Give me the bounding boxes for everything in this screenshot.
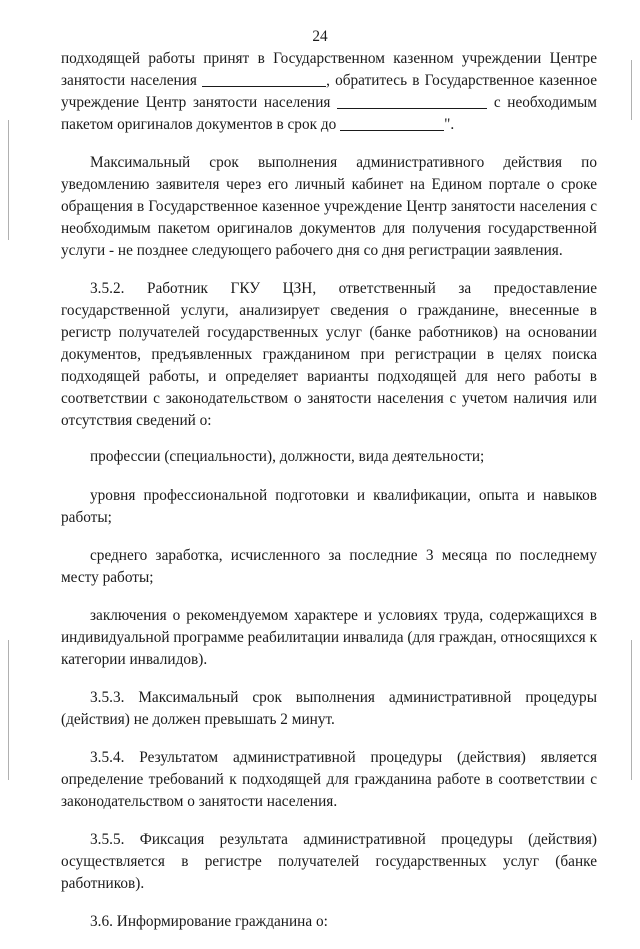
page-number: 24: [312, 28, 328, 45]
paragraph-3-5-3: 3.5.3. Максимальный срок выполнения административной процедуры (действия) не должен превышать 2 минут.: [61, 689, 597, 728]
list-item-qualification: уровня профессиональной подготовки и квалификации, опыта и навыков работы;: [61, 487, 597, 526]
blank-field: [340, 116, 444, 131]
scan-edge-mark: [631, 60, 632, 120]
list-item-profession: профессии (специальности), должности, вида деятельности;: [90, 448, 485, 465]
blank-field: [337, 94, 487, 109]
blank-field: [202, 72, 326, 87]
paragraph-3-5-4: 3.5.4. Результатом административной процедуры (действия) является определение требований к подходящей для гражданина работе в соответствии с законодательством о занятости населения.: [61, 749, 597, 810]
list-item-earnings: среднего заработка, исчисленного за последние 3 месяца по последнему месту работы;: [61, 547, 597, 586]
paragraph-text: с необходимым пакетом оригиналов документов в срок до: [61, 94, 597, 133]
paragraph-continuation: [61, 48, 597, 136]
paragraph-3-6: 3.6. Информирование гражданина о:: [90, 913, 328, 930]
scan-edge-mark: [8, 120, 9, 240]
scan-edge-mark: [631, 640, 632, 780]
paragraph-max-term: Максимальный срок выполнения административного действия по уведомлению заявителя через его личный кабинет на Едином портале о сроке обращения в Государственное казенное учреждение Центр занятости населения с необходимым пакетом оригиналов документов для получения государственной услуги - не позднее следующего рабочего дня со дня регистрации заявления.: [61, 154, 597, 259]
document-body: [61, 48, 597, 949]
scan-edge-mark: [8, 640, 9, 780]
paragraph-text: , обратитесь в Государственное казенное учреждение Центр занятости населения: [61, 72, 598, 111]
list-item-rehabilitation: заключения о рекомендуемом характере и условиях труда, содержащихся в индивидуальной программе реабилитации инвалида (для граждан, относящихся к категории инвалидов).: [61, 607, 597, 668]
paragraph-text: ".: [444, 116, 455, 133]
paragraph-3-5-5: 3.5.5. Фиксация результата административной процедуры (действия) осуществляется в регистре получателей государственных услуг (банке работников).: [61, 831, 597, 892]
paragraph-text: подходящей работы принят в Государственном казенном учреждении Центре занятости населения: [61, 50, 597, 89]
paragraph-3-5-2: 3.5.2. Работник ГКУ ЦЗН, ответственный за предоставление государственной услуги, анализирует сведения о гражданине, внесенные в регистр получателей государственных услуг (банке работников) на основании документов, предъявленных гражданином при регистрации в целях поиска подходящей работы, и определяет варианты подходящей для него работы в соответствии с законодательством о занятости населения с учетом наличия или отсутствия сведений о:: [61, 280, 597, 429]
